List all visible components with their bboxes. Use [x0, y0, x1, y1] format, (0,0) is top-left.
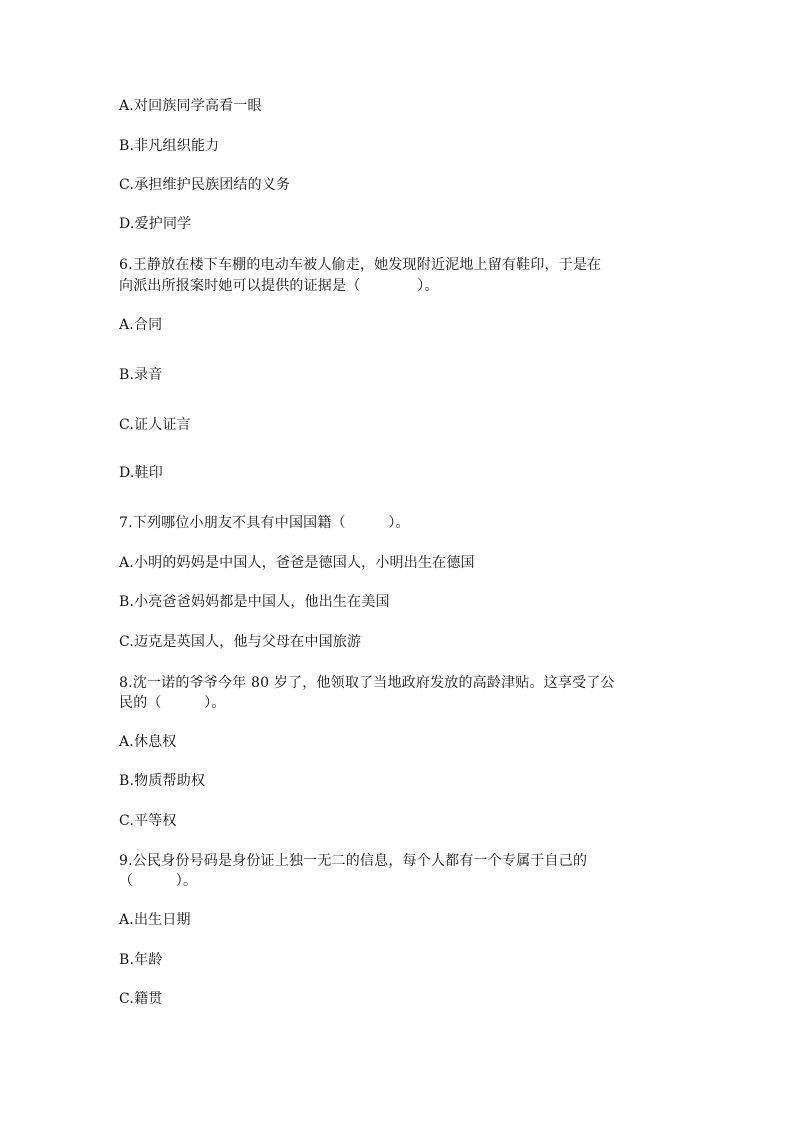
q7-stem: 7.下列哪位小朋友不具有中国国籍（ ）。 [119, 515, 410, 531]
q9-option-c: C.籍贯 [119, 991, 163, 1007]
q5-option-c: C.承担维护民族团结的义务 [119, 177, 291, 193]
q8-option-c: C.平等权 [119, 813, 177, 829]
q8-option-b: B.物质帮助权 [119, 773, 206, 789]
q6-option-a: A.合同 [119, 317, 163, 333]
q6-option-c: C.证人证言 [119, 417, 191, 433]
q6-stem-line-2: 向派出所报案时她可以提供的证据是（ ）。 [119, 278, 439, 294]
q5-option-b: B.非凡组织能力 [119, 138, 220, 154]
q7-option-b: B.小亮爸爸妈妈都是中国人，他出生在美国 [119, 594, 390, 610]
q6-option-b: B.录音 [119, 367, 163, 383]
q8-stem-line-1: 8.沈一诺的爷爷今年 80 岁了，他领取了当地政府发放的高龄津贴。这享受了公 [119, 675, 615, 691]
q9-stem-line-1: 9.公民身份号码是身份证上独一无二的信息，每个人都有一个专属于自己的 [119, 853, 588, 869]
q9-stem-line-2: （ ）。 [119, 873, 198, 889]
q8-stem-line-2: 民的（ ）。 [119, 695, 226, 711]
q9-option-b: B.年龄 [119, 952, 163, 968]
q7-option-a: A.小明的妈妈是中国人，爸爸是德国人，小明出生在德国 [119, 555, 475, 571]
q8-option-a: A.休息权 [119, 734, 177, 750]
q7-option-c: C.迈克是英国人，他与父母在中国旅游 [119, 634, 362, 650]
q6-option-d: D.鞋印 [119, 465, 163, 481]
q5-option-d: D.爱护同学 [119, 216, 192, 232]
q6-stem-line-1: 6.王静放在楼下车棚的电动车被人偷走，她发现附近泥地上留有鞋印，于是在 [119, 257, 602, 273]
q5-option-a: A.对回族同学高看一眼 [119, 98, 262, 114]
q9-option-a: A.出生日期 [119, 912, 191, 928]
